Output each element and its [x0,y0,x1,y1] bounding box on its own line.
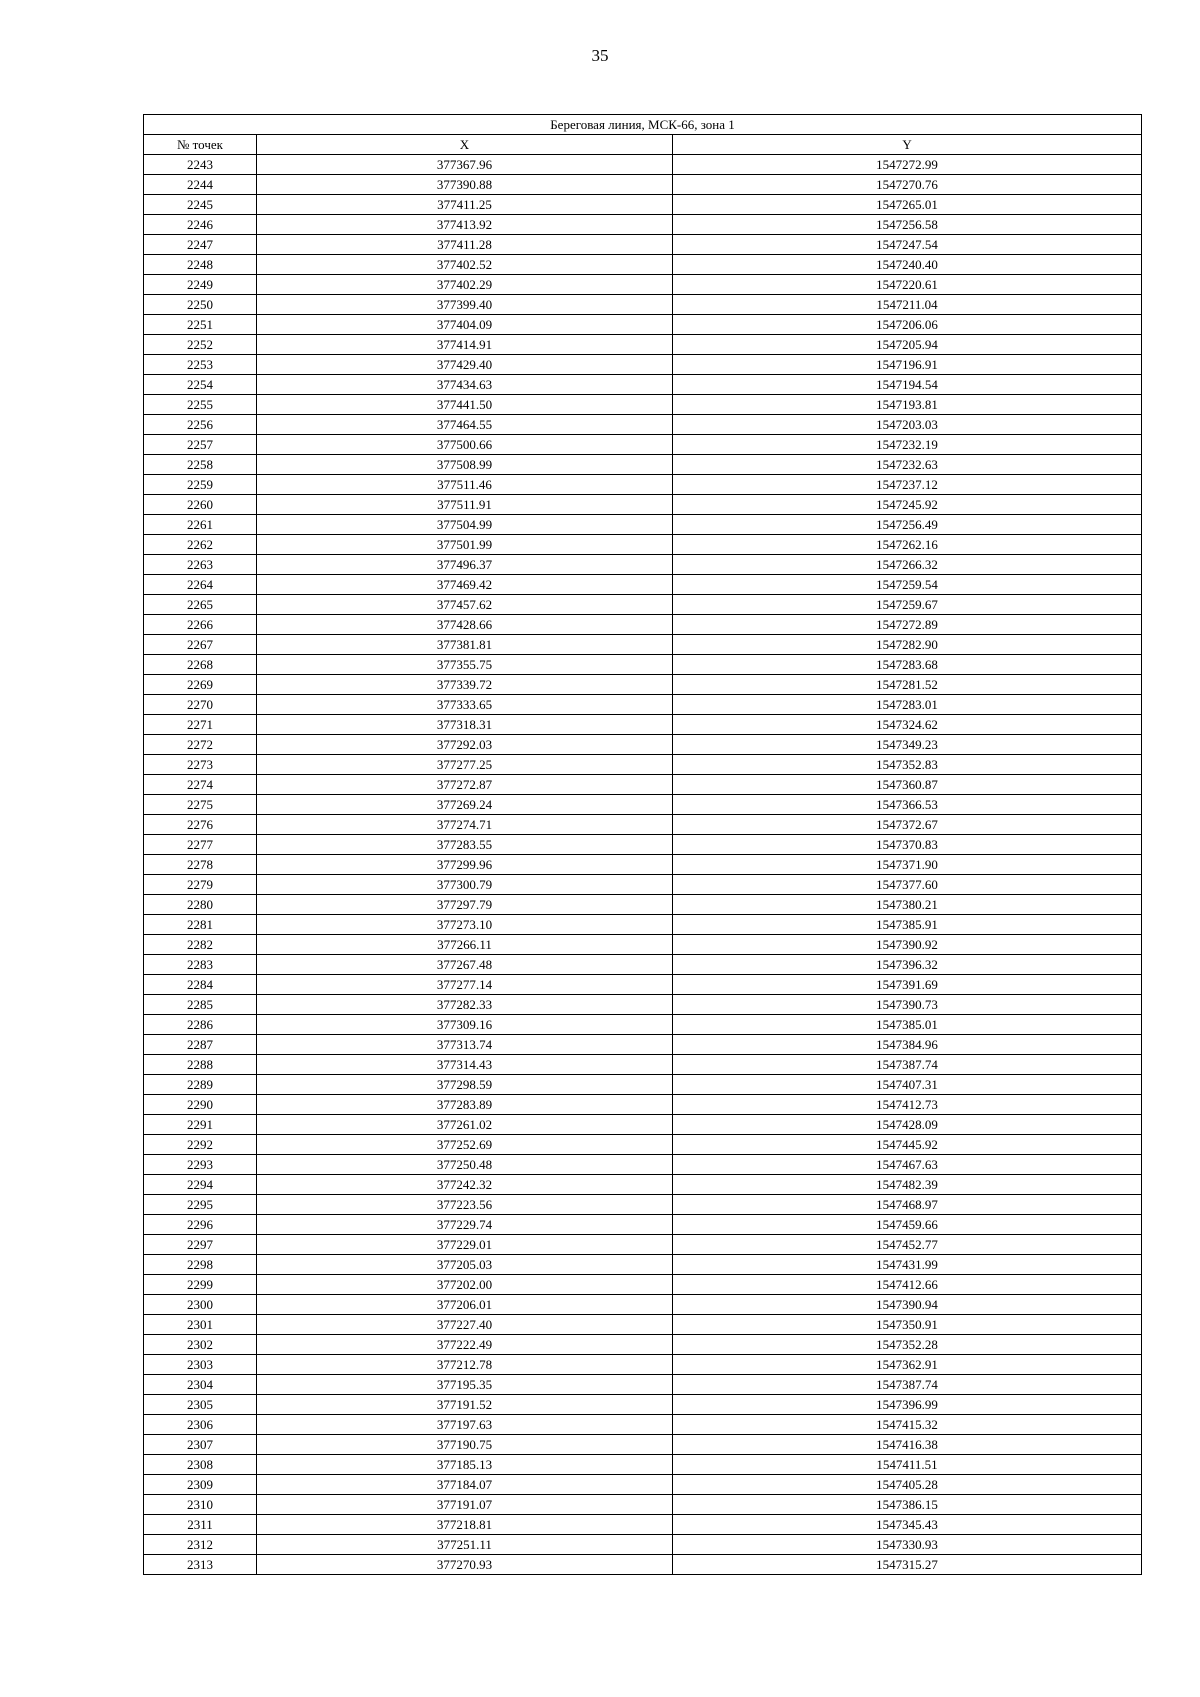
x-cell: 377402.29 [257,275,673,295]
x-cell: 377511.46 [257,475,673,495]
x-cell: 377313.74 [257,1035,673,1055]
table-row [144,615,1142,635]
x-cell: 377190.75 [257,1435,673,1455]
y-cell: 1547256.49 [673,515,1142,535]
table-row [144,1515,1142,1535]
x-cell: 377429.40 [257,355,673,375]
y-cell: 1547412.66 [673,1275,1142,1295]
x-cell: 377318.31 [257,715,673,735]
y-cell: 1547412.73 [673,1095,1142,1115]
table-row [144,1335,1142,1355]
point-number-cell: 2248 [144,255,257,275]
table-row [144,435,1142,455]
table-row [144,155,1142,175]
y-cell: 1547362.91 [673,1355,1142,1375]
point-number-cell: 2311 [144,1515,257,1535]
x-cell: 377270.93 [257,1555,673,1575]
y-cell: 1547352.83 [673,755,1142,775]
y-cell: 1547396.32 [673,955,1142,975]
table-row [144,655,1142,675]
y-cell: 1547407.31 [673,1075,1142,1095]
point-number-cell: 2293 [144,1155,257,1175]
x-cell: 377500.66 [257,435,673,455]
y-cell: 1547350.91 [673,1315,1142,1335]
x-cell: 377434.63 [257,375,673,395]
x-cell: 377261.02 [257,1115,673,1135]
y-cell: 1547370.83 [673,835,1142,855]
x-cell: 377267.48 [257,955,673,975]
point-number-cell: 2295 [144,1195,257,1215]
x-cell: 377504.99 [257,515,673,535]
y-cell: 1547282.90 [673,635,1142,655]
point-number-cell: 2313 [144,1555,257,1575]
header-y: Y [673,135,1142,155]
point-number-cell: 2304 [144,1375,257,1395]
y-cell: 1547380.21 [673,895,1142,915]
table-row [144,1175,1142,1195]
point-number-cell: 2250 [144,295,257,315]
point-number-cell: 2271 [144,715,257,735]
x-cell: 377292.03 [257,735,673,755]
table-row [144,1535,1142,1555]
point-number-cell: 2251 [144,315,257,335]
point-number-cell: 2274 [144,775,257,795]
table-row [144,995,1142,1015]
point-number-cell: 2281 [144,915,257,935]
x-cell: 377252.69 [257,1135,673,1155]
y-cell: 1547259.54 [673,575,1142,595]
y-cell: 1547415.32 [673,1415,1142,1435]
x-cell: 377428.66 [257,615,673,635]
y-cell: 1547232.63 [673,455,1142,475]
point-number-cell: 2296 [144,1215,257,1235]
x-cell: 377355.75 [257,655,673,675]
x-cell: 377223.56 [257,1195,673,1215]
point-number-cell: 2254 [144,375,257,395]
x-cell: 377469.42 [257,575,673,595]
y-cell: 1547237.12 [673,475,1142,495]
point-number-cell: 2252 [144,335,257,355]
table-row [144,855,1142,875]
table-row [144,1395,1142,1415]
table-row [144,1255,1142,1275]
table-row [144,1475,1142,1495]
point-number-cell: 2298 [144,1255,257,1275]
x-cell: 377282.33 [257,995,673,1015]
x-cell: 377402.52 [257,255,673,275]
x-cell: 377511.91 [257,495,673,515]
table-row [144,1435,1142,1455]
x-cell: 377496.37 [257,555,673,575]
x-cell: 377205.03 [257,1255,673,1275]
x-cell: 377212.78 [257,1355,673,1375]
table-row [144,1015,1142,1035]
x-cell: 377390.88 [257,175,673,195]
table-row [144,1495,1142,1515]
y-cell: 1547247.54 [673,235,1142,255]
y-cell: 1547431.99 [673,1255,1142,1275]
x-cell: 377277.25 [257,755,673,775]
table-row [144,1415,1142,1435]
y-cell: 1547205.94 [673,335,1142,355]
point-number-cell: 2303 [144,1355,257,1375]
y-cell: 1547390.94 [673,1295,1142,1315]
point-number-cell: 2302 [144,1335,257,1355]
table-row [144,375,1142,395]
y-cell: 1547330.93 [673,1535,1142,1555]
table-row [144,895,1142,915]
x-cell: 377202.00 [257,1275,673,1295]
point-number-cell: 2257 [144,435,257,455]
table-row [144,735,1142,755]
x-cell: 377273.10 [257,915,673,935]
y-cell: 1547220.61 [673,275,1142,295]
point-number-cell: 2256 [144,415,257,435]
point-number-cell: 2284 [144,975,257,995]
point-number-cell: 2294 [144,1175,257,1195]
table-row [144,1155,1142,1175]
table-row [144,775,1142,795]
x-cell: 377218.81 [257,1515,673,1535]
table-row [144,495,1142,515]
table-row [144,795,1142,815]
y-cell: 1547266.32 [673,555,1142,575]
table-row [144,875,1142,895]
point-number-cell: 2269 [144,675,257,695]
y-cell: 1547283.01 [673,695,1142,715]
x-cell: 377381.81 [257,635,673,655]
table-row [144,455,1142,475]
table-row [144,715,1142,735]
x-cell: 377191.52 [257,1395,673,1415]
y-cell: 1547283.68 [673,655,1142,675]
y-cell: 1547459.66 [673,1215,1142,1235]
table-row [144,575,1142,595]
table-row [144,1215,1142,1235]
table-row [144,295,1142,315]
y-cell: 1547206.06 [673,315,1142,335]
table-title-row [144,115,1142,135]
point-number-cell: 2306 [144,1415,257,1435]
y-cell: 1547256.58 [673,215,1142,235]
x-cell: 377283.55 [257,835,673,855]
y-cell: 1547411.51 [673,1455,1142,1475]
point-number-cell: 2309 [144,1475,257,1495]
table-row [144,195,1142,215]
point-number-cell: 2268 [144,655,257,675]
x-cell: 377414.91 [257,335,673,355]
y-cell: 1547387.74 [673,1055,1142,1075]
point-number-cell: 2276 [144,815,257,835]
table-row [144,535,1142,555]
point-number-cell: 2301 [144,1315,257,1335]
x-cell: 377399.40 [257,295,673,315]
point-number-cell: 2262 [144,535,257,555]
point-number-cell: 2282 [144,935,257,955]
x-cell: 377197.63 [257,1415,673,1435]
page-number: 35 [591,46,609,65]
table-row [144,1315,1142,1335]
point-number-cell: 2299 [144,1275,257,1295]
point-number-cell: 2310 [144,1495,257,1515]
table-row [144,335,1142,355]
y-cell: 1547391.69 [673,975,1142,995]
table-row [144,975,1142,995]
table-row [144,755,1142,775]
point-number-cell: 2279 [144,875,257,895]
x-cell: 377300.79 [257,875,673,895]
point-number-cell: 2249 [144,275,257,295]
y-cell: 1547377.60 [673,875,1142,895]
y-cell: 1547270.76 [673,175,1142,195]
table-body [144,155,1142,1575]
table-row [144,555,1142,575]
y-cell: 1547385.91 [673,915,1142,935]
y-cell: 1547390.92 [673,935,1142,955]
table-row [144,1235,1142,1255]
x-cell: 377229.01 [257,1235,673,1255]
x-cell: 377404.09 [257,315,673,335]
x-cell: 377283.89 [257,1095,673,1115]
point-number-cell: 2288 [144,1055,257,1075]
table-row [144,955,1142,975]
y-cell: 1547352.28 [673,1335,1142,1355]
point-number-cell: 2265 [144,595,257,615]
point-number-cell: 2290 [144,1095,257,1115]
table-row [144,175,1142,195]
y-cell: 1547452.77 [673,1235,1142,1255]
point-number-cell: 2307 [144,1435,257,1455]
x-cell: 377464.55 [257,415,673,435]
y-cell: 1547281.52 [673,675,1142,695]
point-number-cell: 2244 [144,175,257,195]
point-number-cell: 2291 [144,1115,257,1135]
x-cell: 377277.14 [257,975,673,995]
table-row [144,595,1142,615]
y-cell: 1547272.89 [673,615,1142,635]
x-cell: 377298.59 [257,1075,673,1095]
y-cell: 1547396.99 [673,1395,1142,1415]
y-cell: 1547196.91 [673,355,1142,375]
table-row [144,1455,1142,1475]
x-cell: 377413.92 [257,215,673,235]
table-row [144,915,1142,935]
y-cell: 1547265.01 [673,195,1142,215]
point-number-cell: 2287 [144,1035,257,1055]
table-row [144,675,1142,695]
y-cell: 1547384.96 [673,1035,1142,1055]
table-row [144,475,1142,495]
x-cell: 377333.65 [257,695,673,715]
table-row [144,1035,1142,1055]
table-row [144,935,1142,955]
point-number-cell: 2266 [144,615,257,635]
y-cell: 1547386.15 [673,1495,1142,1515]
x-cell: 377272.87 [257,775,673,795]
x-cell: 377339.72 [257,675,673,695]
point-number-cell: 2297 [144,1235,257,1255]
x-cell: 377185.13 [257,1455,673,1475]
y-cell: 1547262.16 [673,535,1142,555]
point-number-cell: 2283 [144,955,257,975]
x-cell: 377299.96 [257,855,673,875]
header-point-number: № точек [144,135,257,155]
y-cell: 1547360.87 [673,775,1142,795]
x-cell: 377227.40 [257,1315,673,1335]
point-number-cell: 2289 [144,1075,257,1095]
y-cell: 1547324.62 [673,715,1142,735]
y-cell: 1547193.81 [673,395,1142,415]
point-number-cell: 2267 [144,635,257,655]
table-row [144,515,1142,535]
table-title: Береговая линия, МСК-66, зона 1 [144,115,1142,135]
point-number-cell: 2277 [144,835,257,855]
point-number-cell: 2286 [144,1015,257,1035]
point-number-cell: 2261 [144,515,257,535]
y-cell: 1547211.04 [673,295,1142,315]
y-cell: 1547194.54 [673,375,1142,395]
x-cell: 377274.71 [257,815,673,835]
y-cell: 1547372.67 [673,815,1142,835]
coordinates-table [143,114,1142,1575]
point-number-cell: 2253 [144,355,257,375]
y-cell: 1547232.19 [673,435,1142,455]
table-row [144,1135,1142,1155]
point-number-cell: 2285 [144,995,257,1015]
table-row [144,1295,1142,1315]
x-cell: 377266.11 [257,935,673,955]
point-number-cell: 2258 [144,455,257,475]
y-cell: 1547467.63 [673,1155,1142,1175]
table-row [144,815,1142,835]
y-cell: 1547405.28 [673,1475,1142,1495]
point-number-cell: 2263 [144,555,257,575]
point-number-cell: 2245 [144,195,257,215]
y-cell: 1547385.01 [673,1015,1142,1035]
point-number-cell: 2255 [144,395,257,415]
point-number-cell: 2312 [144,1535,257,1555]
x-cell: 377250.48 [257,1155,673,1175]
x-cell: 377222.49 [257,1335,673,1355]
y-cell: 1547272.99 [673,155,1142,175]
y-cell: 1547240.40 [673,255,1142,275]
point-number-cell: 2280 [144,895,257,915]
table-row [144,1075,1142,1095]
table-row [144,1555,1142,1575]
table-row [144,835,1142,855]
x-cell: 377411.28 [257,235,673,255]
point-number-cell: 2308 [144,1455,257,1475]
point-number-cell: 2275 [144,795,257,815]
point-number-cell: 2247 [144,235,257,255]
y-cell: 1547371.90 [673,855,1142,875]
table-row [144,235,1142,255]
x-cell: 377367.96 [257,155,673,175]
table-row [144,1195,1142,1215]
table-row [144,1375,1142,1395]
table-row [144,1055,1142,1075]
point-number-cell: 2300 [144,1295,257,1315]
y-cell: 1547349.23 [673,735,1142,755]
x-cell: 377229.74 [257,1215,673,1235]
y-cell: 1547387.74 [673,1375,1142,1395]
table-row [144,1275,1142,1295]
x-cell: 377508.99 [257,455,673,475]
y-cell: 1547428.09 [673,1115,1142,1135]
table-row [144,1355,1142,1375]
point-number-cell: 2246 [144,215,257,235]
x-cell: 377251.11 [257,1535,673,1555]
y-cell: 1547259.67 [673,595,1142,615]
x-cell: 377411.25 [257,195,673,215]
x-cell: 377269.24 [257,795,673,815]
table-row [144,695,1142,715]
y-cell: 1547366.53 [673,795,1142,815]
point-number-cell: 2272 [144,735,257,755]
x-cell: 377441.50 [257,395,673,415]
table-row [144,635,1142,655]
table-row [144,315,1142,335]
point-number-cell: 2243 [144,155,257,175]
table-row [144,255,1142,275]
y-cell: 1547390.73 [673,995,1142,1015]
y-cell: 1547482.39 [673,1175,1142,1195]
table-row [144,275,1142,295]
table-header-row [144,135,1142,155]
table-row [144,355,1142,375]
x-cell: 377195.35 [257,1375,673,1395]
table-row [144,215,1142,235]
y-cell: 1547416.38 [673,1435,1142,1455]
y-cell: 1547203.03 [673,415,1142,435]
point-number-cell: 2278 [144,855,257,875]
x-cell: 377457.62 [257,595,673,615]
y-cell: 1547468.97 [673,1195,1142,1215]
x-cell: 377206.01 [257,1295,673,1315]
header-x: X [257,135,673,155]
point-number-cell: 2270 [144,695,257,715]
point-number-cell: 2273 [144,755,257,775]
point-number-cell: 2292 [144,1135,257,1155]
table-row [144,395,1142,415]
point-number-cell: 2259 [144,475,257,495]
point-number-cell: 2305 [144,1395,257,1415]
x-cell: 377242.32 [257,1175,673,1195]
x-cell: 377314.43 [257,1055,673,1075]
x-cell: 377309.16 [257,1015,673,1035]
point-number-cell: 2264 [144,575,257,595]
table-row [144,1095,1142,1115]
y-cell: 1547315.27 [673,1555,1142,1575]
x-cell: 377297.79 [257,895,673,915]
table-row [144,1115,1142,1135]
y-cell: 1547445.92 [673,1135,1142,1155]
table-row [144,415,1142,435]
x-cell: 377184.07 [257,1475,673,1495]
x-cell: 377191.07 [257,1495,673,1515]
point-number-cell: 2260 [144,495,257,515]
y-cell: 1547245.92 [673,495,1142,515]
y-cell: 1547345.43 [673,1515,1142,1535]
x-cell: 377501.99 [257,535,673,555]
